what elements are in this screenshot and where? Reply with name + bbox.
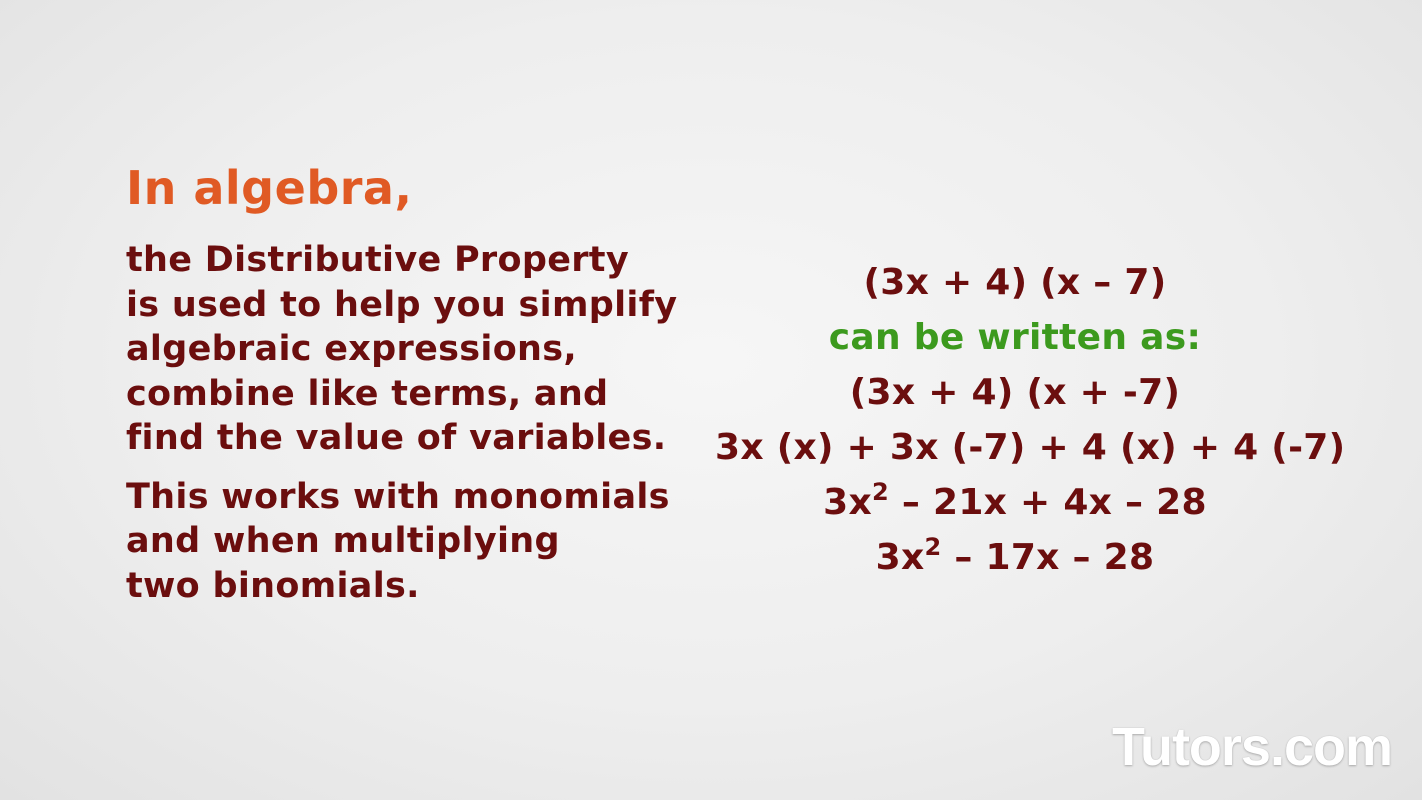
definition-line: algebraic expressions, [126, 329, 577, 369]
definition-line: combine like terms, and [126, 373, 609, 414]
explanation-panel [126, 160, 726, 608]
expanded-rest: – 21x + 4x – 28 [889, 482, 1207, 523]
rewritten-expression: (3x + 4) (x + -7) [849, 372, 1181, 413]
expanded-expression [715, 475, 1315, 530]
rewrite-caption: can be written as: [828, 317, 1202, 358]
slide-heading: In algebra, [126, 161, 413, 215]
definition-line: is used to help you simplify [126, 284, 678, 325]
expanded-exponent: 2 [872, 478, 889, 506]
definition-paragraph [126, 238, 726, 461]
definition-line: the Distributive Property [126, 240, 629, 280]
simplified-expression [715, 530, 1315, 585]
original-expression: (3x + 4) (x – 7) [863, 262, 1167, 303]
usage-paragraph [126, 475, 726, 609]
usage-line: two binomials. [126, 565, 420, 606]
simplified-rest: – 17x – 28 [941, 537, 1155, 578]
simplified-exponent: 2 [924, 533, 942, 561]
simplified-base: 3x [875, 537, 925, 578]
distributed-expression: 3x (x) + 3x (-7) + 4 (x) + 4 (-7) [715, 427, 1346, 468]
usage-line: and when multiplying [126, 521, 560, 561]
worked-example [715, 255, 1346, 585]
tutors-logo: Tutors.com [1111, 717, 1392, 777]
expanded-base: 3x [823, 482, 872, 523]
usage-line: This works with monomials [126, 476, 670, 517]
definition-line: find the value of variables. [126, 418, 667, 458]
